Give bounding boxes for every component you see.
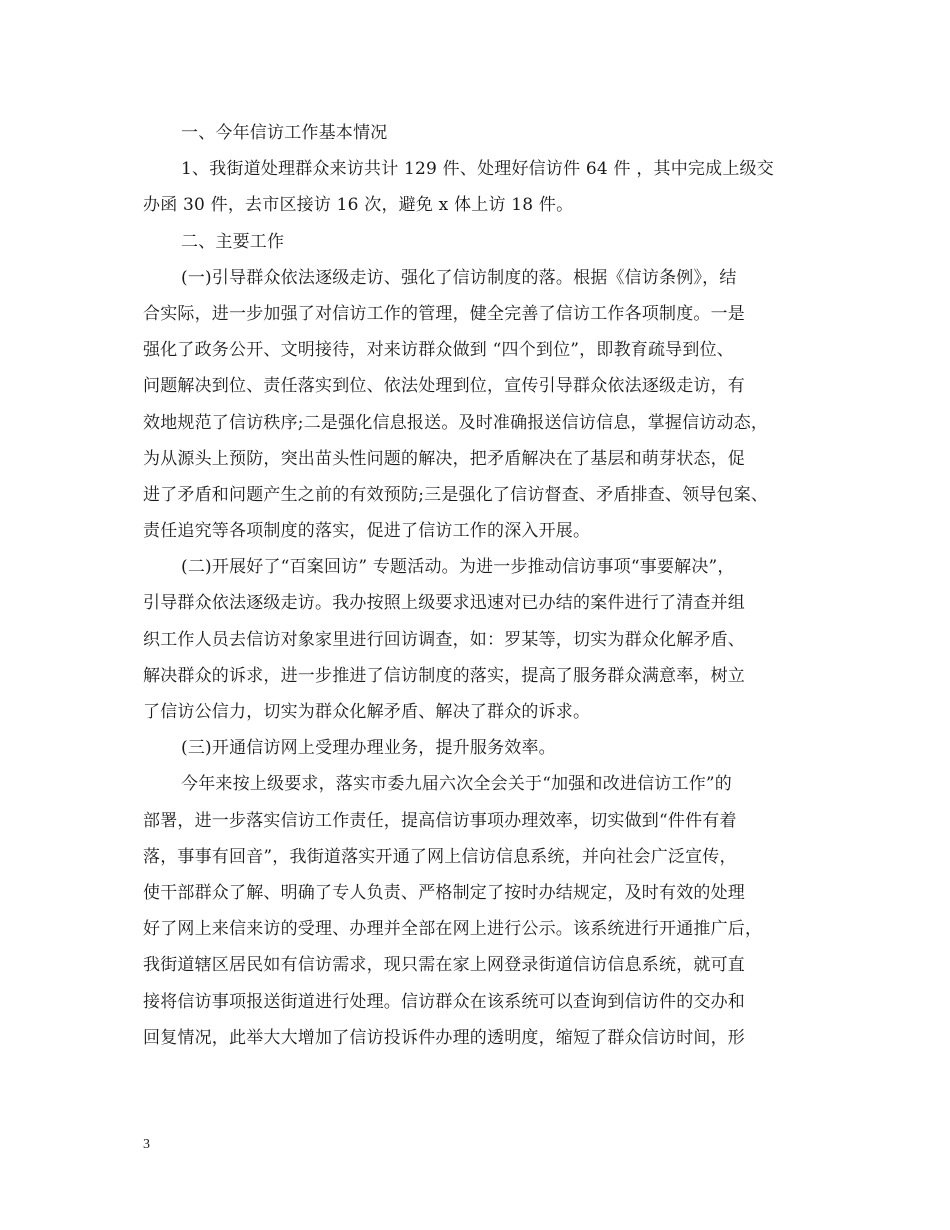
paragraph-line: 解决群众的诉求，进一步推进了信访制度的落实，提高了服务群众满意率，树立 xyxy=(143,665,745,686)
paragraph-line: 我街道辖区居民如有信访需求，现只需在家上网登录街道信访信息系统，就可直 xyxy=(143,955,745,976)
paragraph-line: 合实际，进一步加强了对信访工作的管理，健全完善了信访工作各项制度。一是 xyxy=(143,303,745,324)
paragraph-line: 好了网上来信来访的受理、办理并全部在网上进行公示。该系统进行开通推广后， xyxy=(143,919,763,940)
paragraph-line: 效地规范了信访秩序;二是强化信息报送。及时准确报送信访信息，掌握信访动态， xyxy=(143,412,769,433)
paragraph-line: 接将信访事项报送街道进行处理。信访群众在该系统可以查询到信访件的交办和 xyxy=(143,991,745,1012)
paragraph-line: 使干部群众了解、明确了专人负责、严格制定了按时办结规定，及时有效的处理 xyxy=(143,882,745,903)
document-body xyxy=(143,115,808,1056)
paragraph-line: (一)引导群众依法逐级走访、强化了信访制度的落。根据《信访条例》，结 xyxy=(181,267,737,288)
paragraph-line: 部署，进一步落实信访工作责任，提高信访事项办理效率，切实做到“件件有着 xyxy=(143,810,737,831)
paragraph-line: (二)开展好了“百案回访” 专题活动。为进一步推动信访事项“事要解决”， xyxy=(181,557,735,578)
paragraph-line: 为从源头上预防，突出苗头性问题的解决，把矛盾解决在了基层和萌芽状态，促 xyxy=(143,448,745,469)
paragraph-line: 了信访公信力，切实为群众化解矛盾、解决了群众的诉求。 xyxy=(143,702,591,722)
paragraph-line: (三)开通信访网上受理办理业务，提升服务效率。 xyxy=(181,738,556,759)
paragraph-line: 回复情况，此举大大增加了信访投诉件办理的透明度，缩短了群众信访时间，形 xyxy=(143,1027,745,1048)
paragraph-line: 今年来按上级要求，落实市委九届六次全会关于“加强和改进信访工作”的 xyxy=(181,774,732,795)
paragraph-line: 强化了政务公开、文明接待，对来访群众做到 “四个到位”，即教育疏导到位、 xyxy=(143,340,734,361)
section-heading-2: 二、主要工作 xyxy=(181,231,285,252)
page-number: 3 xyxy=(143,1137,150,1152)
paragraph-line: 1、我街道处理群众来访共计 129 件、处理好信访件 64 件 ，其中完成上级交 xyxy=(181,159,774,180)
paragraph-line: 办函 30 件，去市区接访 16 次，避免 x 体上访 18 件。 xyxy=(143,195,574,216)
paragraph-line: 问题解决到位、责任落实到位、依法处理到位，宣传引导群众依法逐级走访，有 xyxy=(143,376,745,397)
section-heading-1: 一、今年信访工作基本情况 xyxy=(181,123,388,143)
paragraph-line: 进了矛盾和问题产生之前的有效预防;三是强化了信访督查、矛盾排查、领导包案、 xyxy=(143,484,769,505)
paragraph-line: 落，事事有回音”，我街道落实开通了网上信访信息系统，并向社会广泛宣传， xyxy=(143,846,737,867)
paragraph-line: 责任追究等各项制度的落实，促进了信访工作的深入开展。 xyxy=(143,521,591,542)
paragraph-line: 织工作人员去信访对象家里进行回访调查，如：罗某等，切实为群众化解矛盾、 xyxy=(143,629,745,650)
paragraph-line: 引导群众依法逐级走访。我办按照上级要求迅速对已办结的案件进行了清查并组 xyxy=(143,593,745,614)
